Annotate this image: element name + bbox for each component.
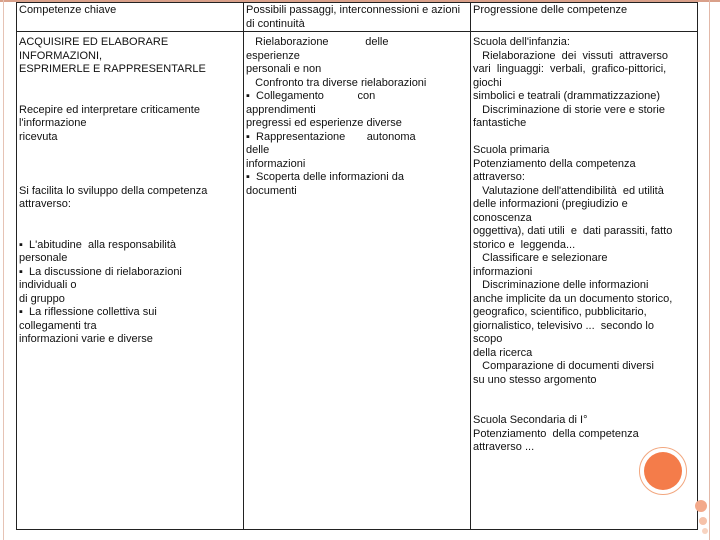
slide-frame-right: [709, 0, 710, 540]
column-divider-1: [243, 3, 244, 529]
column-divider-2: [470, 3, 471, 529]
decorative-dot-1: [695, 500, 707, 512]
competence-table: [16, 2, 698, 530]
decorative-orange-circle-fill: [644, 452, 682, 490]
decorative-dot-2: [699, 517, 707, 525]
decorative-dot-3: [702, 528, 708, 534]
header-divider: [17, 31, 697, 32]
col2-passaggi-text: Rielaborazione delle esperienze personali e non Confronto tra diverse rielaborazioni ▪ Collegamento con apprendimenti pregressi ed esperienze diverse ▪ Rappresentazione autonoma delle informazioni ▪ Scoperta delle informazioni da documenti: [246, 36, 427, 197]
decorative-orange-circle: [639, 447, 687, 495]
header-passaggi: Possibili passaggi, interconnessioni e azioni di continuità: [246, 4, 464, 30]
col1-competenze-text: ACQUISIRE ED ELABORARE INFORMAZIONI, ESPRIMERLE E RAPPRESENTARLE Recepire ed interpretare criticamente l'informazione ricevuta Si facilita lo sviluppo della competenza attraverso: ▪ L'abitudine alla responsabilità personale ▪ La discussione di rielaborazioni individuali o di gruppo ▪ La riflessione collettiva sui collegamenti tra informazioni varie e diverse: [19, 36, 208, 345]
slide-frame-left: [3, 0, 4, 540]
col3-progressione-text: Scuola dell'infanzia: Rielaborazione dei vissuti attraverso vari linguaggi: verbali, grafico-pittorici, giochi simbolici e teatrali (drammatizzazione) Discriminazione di storie vere e storie fantastiche Scuola primaria Potenziamento della competenza attraverso: Valutazione dell'attendibilità ed utilità delle informazioni (pregiudizio e conoscenza oggettiva), dati utili e dati parassiti, fatto storico e leggenda... Classificare e selezionare informazioni Discriminazione delle informazioni anche implicite da un documento storico, geografico, scientifico, pubblicitario, giornalistico, televisivo ... secondo lo scopo della ricerca Comparazione di documenti diversi su uno stesso argomento Scuola Secondaria di I° Potenziamento della competenza attraverso ...: [473, 36, 673, 453]
header-progressione: Progressione delle competenze: [473, 4, 628, 16]
header-competenze-chiave: Competenze chiave: [19, 4, 117, 16]
